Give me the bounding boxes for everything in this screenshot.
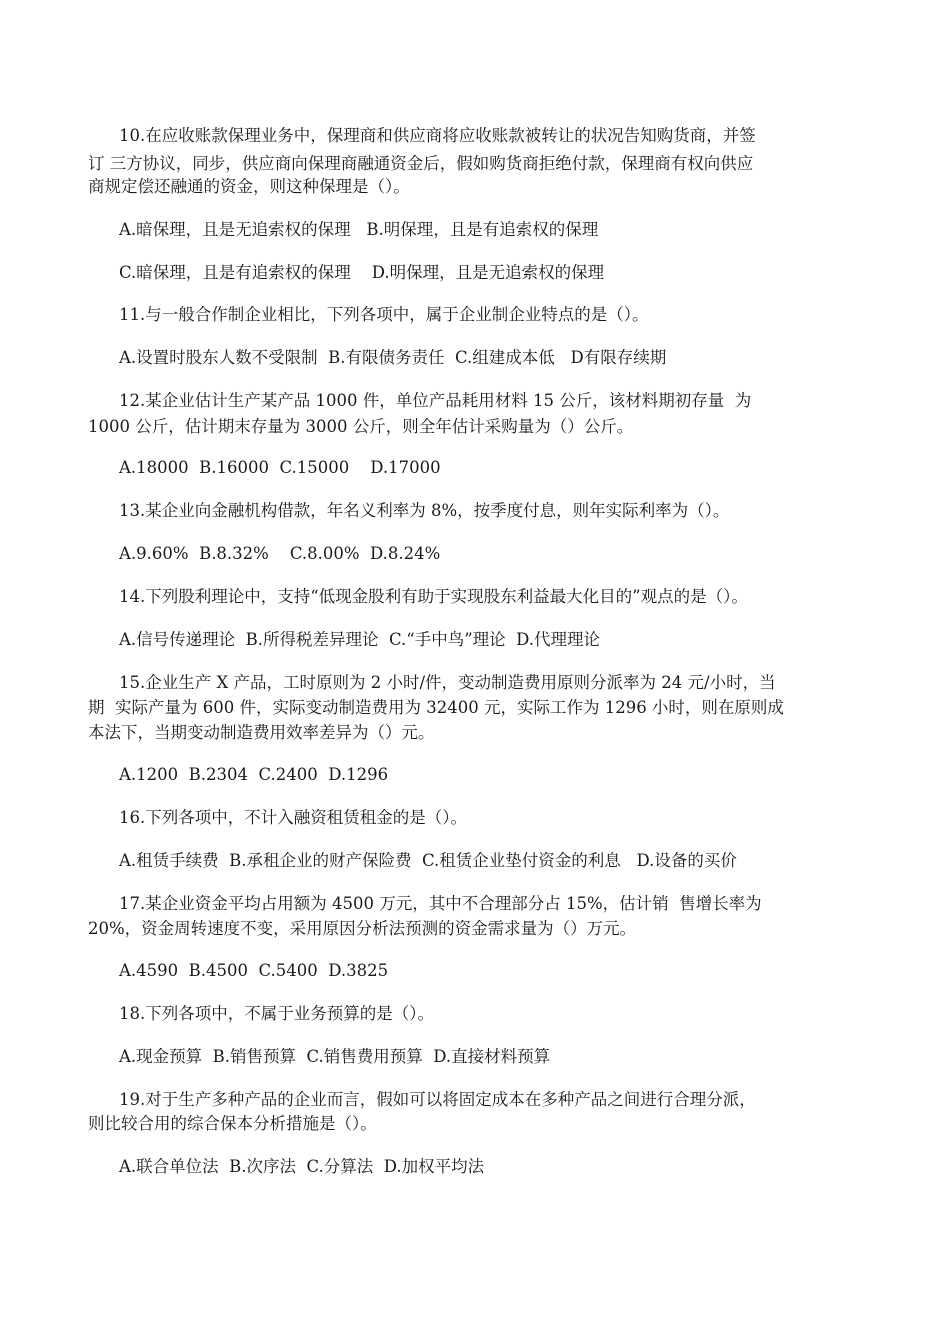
question-16-text: 16.下列各项中，不计入融资租赁租金的是（）。	[119, 808, 467, 827]
question-19-text-line-1: 19.对于生产多种产品的企业而言，假如可以将固定成本在多种产品之间进行合理分派，	[119, 1090, 756, 1109]
question-19-text-line-2: 则比较合用的综合保本分析措施是（）。	[88, 1114, 377, 1133]
question-10-options-line-2: C.暗保理，且是有追索权的保理 D.明保理，且是无追索权的保理	[119, 263, 605, 282]
question-17-text-line-1: 17.某企业资金平均占用额为 4500 万元，其中不合理部分占 15%，估计销 售增长率为	[119, 894, 762, 913]
question-15-options: A.1200 B.2304 C.2400 D.1296	[119, 765, 389, 784]
question-18-options: A.现金预算 B.销售预算 C.销售费用预算 D.直接材料预算	[119, 1047, 551, 1066]
question-18-text: 18.下列各项中，不属于业务预算的是（）。	[119, 1004, 434, 1023]
question-13-text: 13.某企业向金融机构借款，年名义利率为 8%，按季度付息，则年实际利率为（）。	[119, 501, 730, 520]
question-16-options: A.租赁手续费 B.承租企业的财产保险费 C.租赁企业垫付资金的利息 D.设备的买价	[119, 851, 737, 870]
question-14-text: 14.下列股利理论中，支持“低现金股利有助于实现股东利益最大化目的”观点的是（）。	[119, 587, 748, 606]
question-13-options: A.9.60% B.8.32% C.8.00% D.8.24%	[119, 544, 441, 563]
question-12-text-line-1: 12.某企业估计生产某产品 1000 件，单位产品耗用材料 15 公斤，该材料期初存量 为	[119, 391, 752, 410]
question-15-text-line-2: 期 实际产量为 600 件，实际变动制造费用为 32400 元，实际工作为 1296 小时，则在原则成	[88, 698, 784, 717]
question-15-text-line-1: 15.企业生产 X 产品，工时原则为 2 小时/件，变动制造费用原则分派率为 24 元/小时，当	[119, 673, 776, 692]
question-12-options: A.18000 B.16000 C.15000 D.17000	[119, 458, 441, 477]
question-10-options-line-1: A.暗保理，且是无追索权的保理 B.明保理，且是有追索权的保理	[119, 220, 599, 239]
question-12-text-line-2: 1000 公斤，估计期末存量为 3000 公斤，则全年估计采购量为（）公斤。	[88, 417, 634, 436]
question-17-options: A.4590 B.4500 C.5400 D.3825	[119, 961, 389, 980]
question-19-options: A.联合单位法 B.次序法 C.分算法 D.加权平均法	[119, 1157, 485, 1176]
question-14-options: A.信号传递理论 B.所得税差异理论 C.“手中鸟”理论 D.代理理论	[119, 630, 601, 649]
question-11-text: 11.与一般合作制企业相比，下列各项中，属于企业制企业特点的是（）。	[119, 305, 649, 324]
question-10-text-line-3: 商规定偿还融通的资金，则这种保理是（）。	[88, 177, 410, 196]
question-11-options: A.设置时股东人数不受限制 B.有限债务责任 C.组建成本低 D有限存续期	[119, 348, 667, 367]
question-15-text-line-3: 本法下，当期变动制造费用效率差异为（）元。	[88, 723, 435, 742]
question-17-text-line-2: 20%，资金周转速度不变，采用原因分析法预测的资金需求量为（）万元。	[88, 919, 637, 938]
question-10-text-line-1: 10.在应收账款保理业务中，保理商和供应商将应收账款被转让的状况告知购货商，并签	[119, 126, 756, 145]
question-10-text-line-2: 订 三方协议，同步，供应商向保理商融通资金后，假如购货商拒绝付款，保理商有权向供应	[88, 154, 754, 173]
